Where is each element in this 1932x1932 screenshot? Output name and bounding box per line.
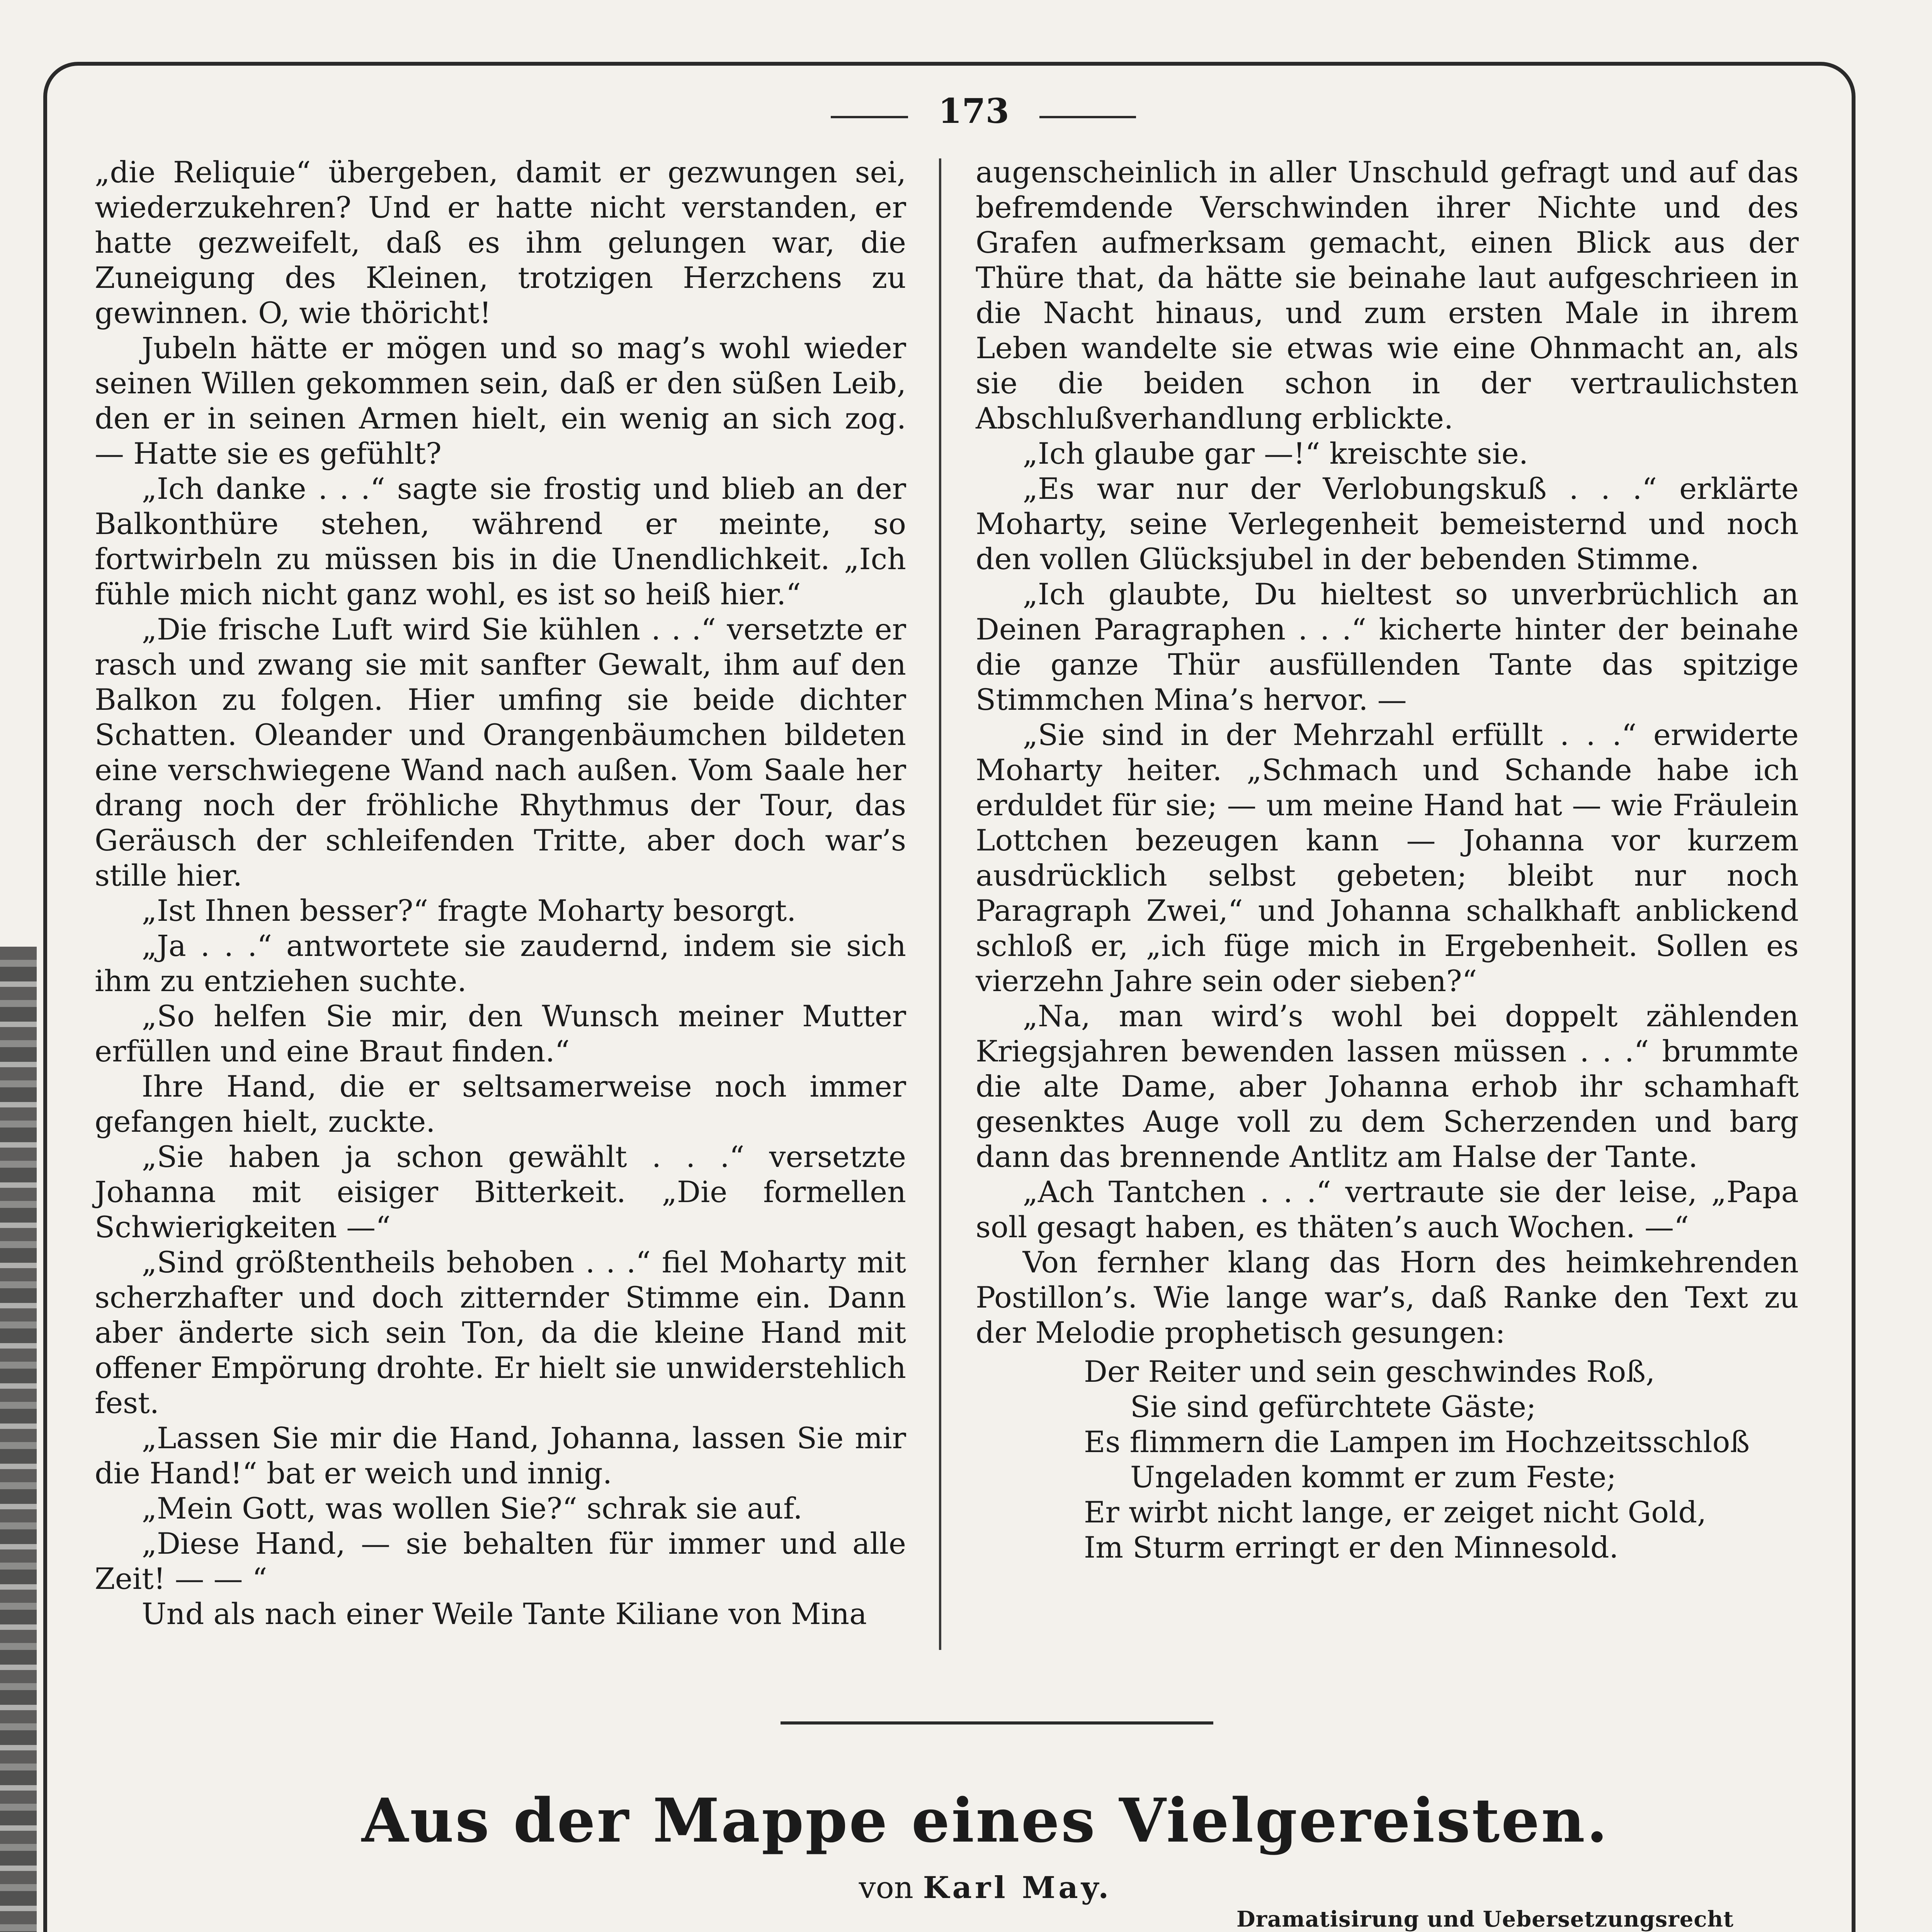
- header-rule-right: [1039, 116, 1136, 118]
- byline-prefix: von: [859, 1871, 913, 1905]
- paragraph: „Ich danke . . .“ sagte sie frostig und blieb an der Balkonthüre stehen, während er meinte, so fortwirbeln zu müssen bis in die Unendlichkeit. „Ich fühle mich nicht ganz wohl, es ist so heiß hier.“: [95, 471, 906, 611]
- poem-line: Es flimmern die Lampen im Hochzeitsschloß: [1084, 1425, 1750, 1459]
- paragraph: „Lassen Sie mir die Hand, Johanna, lassen Sie mir die Hand!“ bat er weich und innig.: [95, 1421, 906, 1490]
- paragraph: „Ich glaube gar —!“ kreischte sie.: [1022, 436, 1528, 471]
- poem-line: Ungeladen kommt er zum Feste;: [1130, 1460, 1616, 1494]
- paragraph: „die Reliquie“ übergeben, damit er gezwungen sei, wiederzukehren? Und er hatte nicht verstanden, er hatte gezweifelt, daß es ihm gelungen war, die Zuneigung des Kleinen, trotzigen Herzchens zu gewinnen. O, wie thöricht!: [95, 155, 906, 330]
- scan-edge-artifact: [0, 947, 37, 1932]
- column-top-right: [976, 155, 1799, 1565]
- paragraph: „Ich glaubte, Du hieltest so unverbrüchlich an Deinen Paragraphen . . .“ kicherte hinter der beinahe die ganze Thür ausfüllenden Tante das spitzige Stimmchen Mina’s hervor. —: [976, 577, 1799, 717]
- paragraph: „Die frische Luft wird Sie kühlen . . .“ versetzte er rasch und zwang sie mit sanfter Gewalt, ihm auf den Balkon zu folgen. Hier umfing sie beide dichter Schatten. Oleander und Orangenbäumchen bildeten eine verschwiegene Wand nach außen. Vom Saale her drang noch der fröhliche Rhythmus der Tour, das Geräusch der schleifenden Tritte, aber doch war’s stille hier.: [95, 612, 906, 893]
- paragraph: Und als nach einer Weile Tante Kiliane von Mina: [141, 1597, 867, 1631]
- paragraph: „Ist Ihnen besser?“ fragte Moharty besorgt.: [141, 893, 796, 928]
- paragraph: „Sie sind in der Mehrzahl erfüllt . . .“ erwiderte Moharty heiter. „Schmach und Schande habe ich erduldet für sie; — um meine Hand hat — wie Fräulein Lottchen bezeugen kann — Johanna vor kurzem ausdrücklich selbst gebeten; bleibt nur noch Paragraph Zwei,“ und Johanna schalkhaft anblickend schloß er, „ich füge mich in Ergebenheit. Sollen es vierzehn Jahre sein oder sieben?“: [976, 718, 1799, 998]
- paragraph: Von fernher klang das Horn des heimkehrenden Postillon’s. Wie lange war’s, daß Ranke den Text zu der Melodie prophetisch gesungen:: [976, 1245, 1799, 1350]
- header-rule-left: [831, 116, 908, 118]
- poem-line: Im Sturm erringt er den Minnesold.: [1084, 1530, 1619, 1565]
- author-name: Karl May.: [923, 1870, 1112, 1905]
- rights-line: Dramatisirung und Uebersetzungsrecht: [1236, 1906, 1734, 1932]
- paragraph: „Ach Tantchen . . .“ vertraute sie der leise, „Papa soll gesagt haben, es thäten’s auch Wochen. —“: [976, 1175, 1799, 1244]
- poem: [976, 1354, 1799, 1565]
- byline: [657, 1870, 1314, 1905]
- paragraph: „Na, man wird’s wohl bei doppelt zählenden Kriegsjahren bewenden lassen müssen . . .“ brummte die alte Dame, aber Johanna erhob ihr schamhaft gesenktes Auge voll zu dem Scherzenden und barg dann das brennende Antlitz am Halse der Tante.: [976, 999, 1799, 1174]
- paragraph: „So helfen Sie mir, den Wunsch meiner Mutter erfüllen und eine Braut finden.“: [95, 999, 906, 1068]
- paragraph: „Mein Gott, was wollen Sie?“ schrak sie auf.: [141, 1491, 803, 1526]
- section-divider: [781, 1721, 1213, 1725]
- page-number: 173: [938, 91, 1009, 131]
- paragraph: „Sie haben ja schon gewählt . . .“ versetzte Johanna mit eisiger Bitterkeit. „Die formellen Schwierigkeiten —“: [95, 1139, 906, 1244]
- paragraph: augenscheinlich in aller Unschuld gefragt und auf das befremdende Verschwinden ihrer Nichte und des Grafen aufmerksam gemacht, einen Blick aus der Thüre that, da hätte sie beinahe laut aufgeschrieen in die Nacht hinaus, und zum ersten Male in ihrem Leben wandelte sie etwas wie eine Ohnmacht an, als sie die beiden schon in der vertraulichsten Abschlußverhandlung erblickte.: [976, 155, 1799, 435]
- column-top-left: [95, 155, 906, 1631]
- paragraph: „Ja . . .“ antwortete sie zaudernd, indem sie sich ihm zu entziehen suchte.: [95, 929, 906, 998]
- paragraph: „Es war nur der Verlobungskuß . . .“ erklärte Moharty, seine Verlegenheit bemeisternd und noch den vollen Glücksjubel in der bebenden Stimme.: [976, 471, 1799, 576]
- column-rule-top: [939, 158, 941, 1650]
- poem-line: Er wirbt nicht lange, er zeiget nicht Gold,: [1084, 1495, 1707, 1529]
- article-title: Aus der Mappe eines Vielgereisten.: [361, 1785, 1609, 1856]
- rights-notice: [1236, 1905, 1816, 1932]
- paragraph: „Diese Hand, — sie behalten für immer und alle Zeit! — — “: [95, 1526, 906, 1596]
- paragraph: Ihre Hand, die er seltsamerweise noch immer gefangen hielt, zuckte.: [95, 1069, 906, 1139]
- poem-line: Der Reiter und sein geschwindes Roß,: [1084, 1354, 1655, 1389]
- paragraph: „Sind größtentheils behoben . . .“ fiel Moharty mit scherzhafter und doch zitternder Stimme ein. Dann aber änderte sich sein Ton, da die kleine Hand mit offener Empörung drohte. Er hielt sie unwiderstehlich fest.: [95, 1245, 906, 1420]
- poem-line: Sie sind gefürchtete Gäste;: [1130, 1389, 1536, 1424]
- paragraph: Jubeln hätte er mögen und so mag’s wohl wieder seinen Willen gekommen sein, daß er den süßen Leib, den er in seinen Armen hielt, ein wenig an sich zog. — Hatte sie es gefühlt?: [95, 331, 906, 471]
